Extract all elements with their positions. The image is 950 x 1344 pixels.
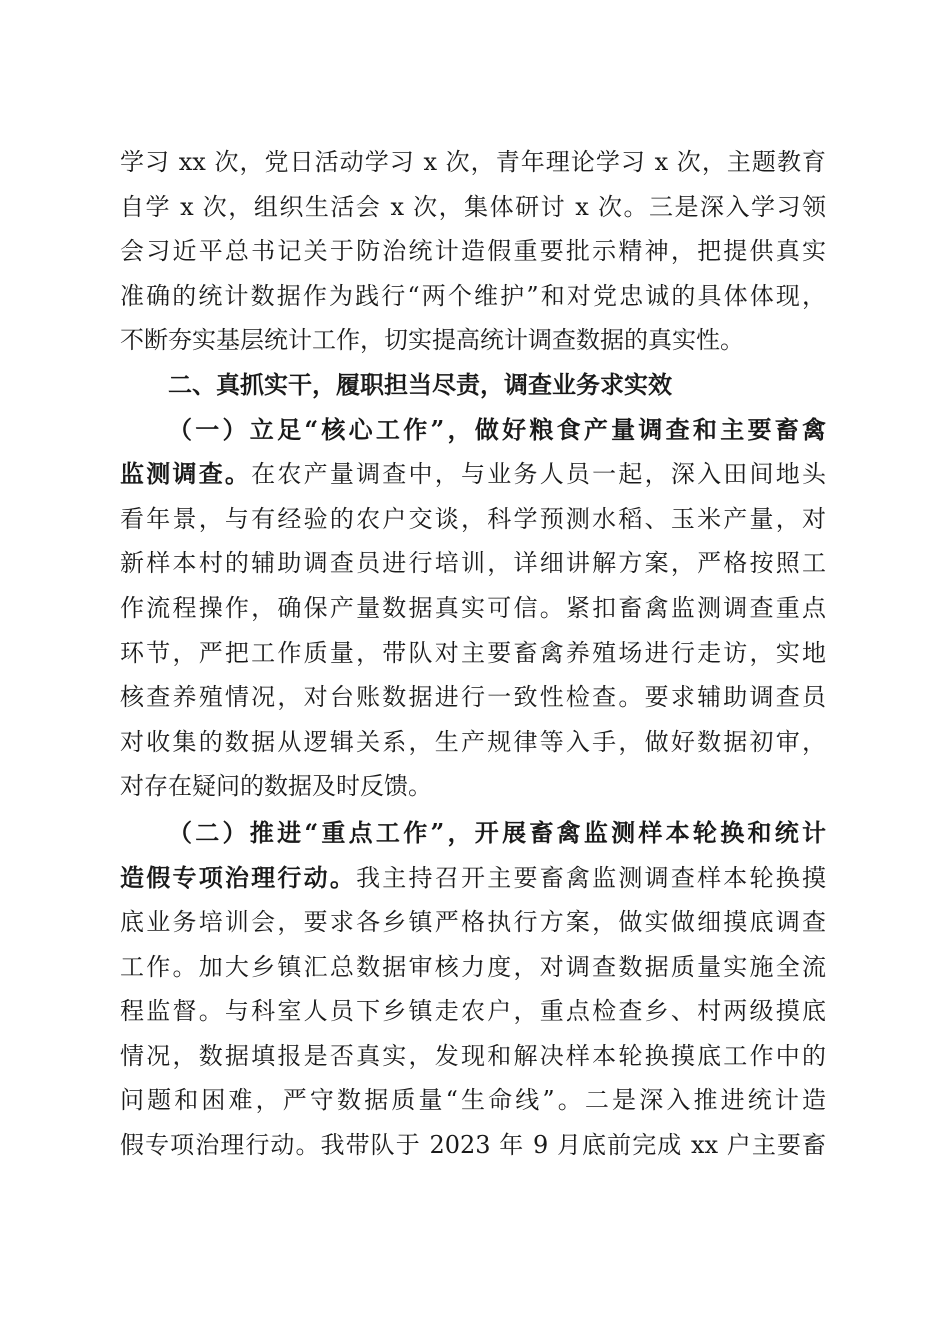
text-line: 工作。加大乡镇汇总数据审核力度，对调查数据质量实施全流 [120,952,826,981]
text-line: 看年景，与有经验的农户交谈，科学预测水稻、玉米产量，对 [120,504,826,533]
text-line: 假专项治理行动。我带队于 2023 年 9 月底前完成 xx 户主要畜 [120,1131,826,1160]
document-body [120,140,826,1168]
text-line: 核查养殖情况，对台账数据进行一致性检查。要求辅助调查员 [120,683,826,712]
text-line: 自学 x 次，组织生活会 x 次，集体研讨 x 次。三是深入学习领 [120,192,826,221]
subsection-title-end: 造假专项治理行动。 [120,862,357,892]
paragraph-study [120,140,826,363]
section-heading: 二、真抓实干，履职担当尽责，调查业务求实效 [168,370,672,399]
text-line: 程监督。与科室人员下乡镇走农户，重点检查乡、村两级摸底 [120,997,826,1026]
text-line [120,856,826,901]
paragraph-key-work [120,811,826,1168]
text-line: 情况，数据填报是否真实，发现和解决样本轮换摸底工作中的 [120,1041,826,1070]
text-line [120,452,826,497]
text-line: 对存在疑问的数据及时反馈。 [120,772,432,801]
paragraph-core-work [120,408,826,809]
text-line: 底业务培训会，要求各乡镇严格执行方案，做实做细摸底调查 [120,908,826,937]
subsection-title-end: 监测调查。 [120,459,252,489]
text-line: 环节，严把工作质量，带队对主要畜禽养殖场进行走访，实地 [120,638,826,667]
text-line: 新样本村的辅助调查员进行培训，详细讲解方案，严格按照工 [120,549,826,578]
text-line: 不断夯实基层统计工作，切实提高统计调查数据的真实性。 [120,326,744,355]
text-run: 我主持召开主要畜禽监测调查样本轮换摸 [356,863,826,892]
text-run: 在农产量调查中，与业务人员一起，深入田间地头 [251,460,827,489]
text-line: 问题和困难，严守数据质量“生命线”。二是深入推进统计造 [120,1086,826,1115]
text-line: 会习近平总书记关于防治统计造假重要批示精神，把提供真实 [120,237,826,266]
text-line: 学习 xx 次，党日活动学习 x 次，青年理论学习 x 次，主题教育 [120,148,826,176]
text-line: 对收集的数据从逻辑关系，生产规律等入手，做好数据初审， [120,727,826,756]
subsection-title: （二）推进“重点工作”，开展畜禽监测样本轮换和统计 [168,817,826,847]
text-line: 作流程操作，确保产量数据真实可信。紧扣畜禽监测调查重点 [120,593,826,622]
text-line: 准确的统计数据作为践行“两个维护”和对党忠诚的具体体现， [120,281,826,310]
subsection-title: （一）立足“核心工作”，做好粮食产量调查和主要畜禽 [168,414,826,444]
